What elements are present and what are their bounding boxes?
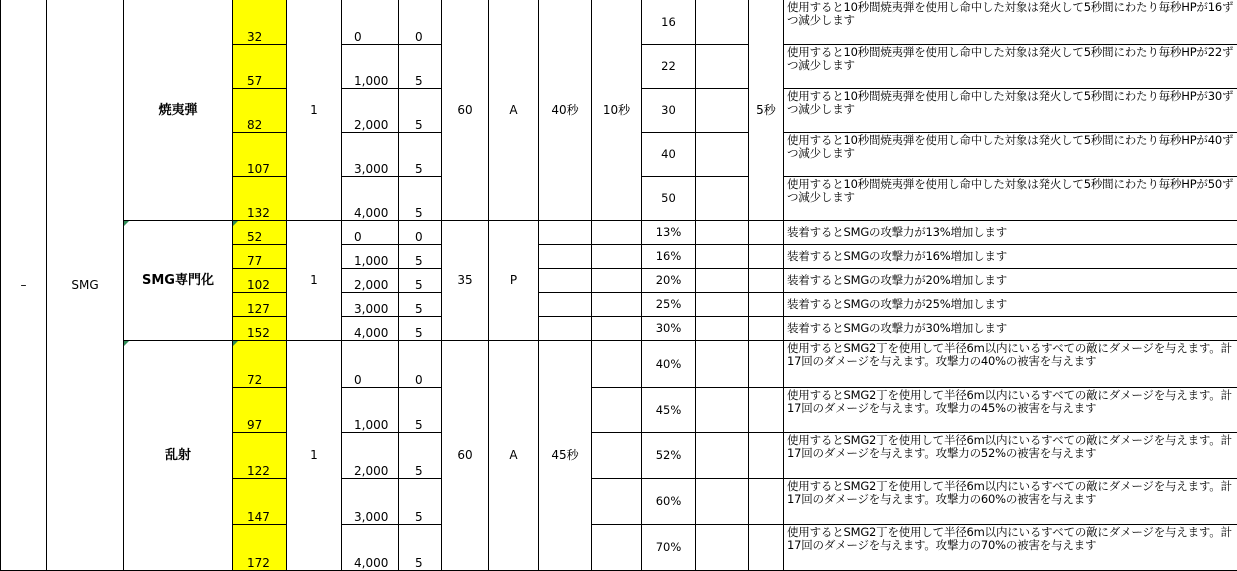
type-cell[interactable]: A [489,0,539,221]
empty-cell[interactable] [696,89,749,133]
empty-cell[interactable] [696,293,749,317]
col-a-cell[interactable]: 1 [287,221,342,341]
description-cell[interactable]: 使用すると10秒間焼夷弾を使用し命中した対象は発火して5秒間にわたり毎秒HPが22ずつ減少します [784,45,1237,89]
level-cell[interactable]: 122 [233,433,287,479]
description-cell[interactable]: 使用するとSMG2丁を使用して半径6m以内にいるすべての敵にダメージを与えます。計17回のダメージを与えます。攻撃力の70%の被害を与えます [784,525,1237,571]
level-cell[interactable]: 152 [233,317,287,341]
empty-cell[interactable] [592,433,642,479]
description-cell[interactable]: 装着するとSMGの攻撃力が30%増加します [784,317,1237,341]
empty-cell[interactable] [749,388,784,433]
empty-cell[interactable] [696,177,749,221]
gold-cell[interactable]: 4,000 [342,177,399,221]
value-cell[interactable]: 40% [642,341,696,388]
value-cell[interactable]: 52% [642,433,696,479]
empty-cell[interactable] [749,433,784,479]
col-a-cell[interactable]: 1 [287,0,342,221]
empty-cell[interactable] [696,317,749,341]
gold-cell[interactable]: 1,000 [342,245,399,269]
value-cell[interactable]: 16% [642,245,696,269]
col-a-cell[interactable]: 1 [287,341,342,571]
empty-cell[interactable] [592,388,642,433]
cooldown-cell[interactable]: 45秒 [539,341,592,571]
sp-cell[interactable]: 5 [399,525,442,571]
empty-cell[interactable] [592,479,642,525]
gold-cell[interactable]: 2,000 [342,89,399,133]
description-cell[interactable]: 使用するとSMG2丁を使用して半径6m以内にいるすべての敵にダメージを与えます。計17回のダメージを与えます。攻撃力の45%の被害を与えます [784,388,1237,433]
empty-cell[interactable] [592,245,642,269]
type-cell[interactable]: P [489,221,539,341]
empty-cell[interactable] [539,293,592,317]
description-cell[interactable]: 使用するとSMG2丁を使用して半径6m以内にいるすべての敵にダメージを与えます。計17回のダメージを与えます。攻撃力の52%の被害を与えます [784,433,1237,479]
sp-cell[interactable]: 5 [399,479,442,525]
description-cell[interactable]: 装着するとSMGの攻撃力が16%増加します [784,245,1237,269]
level-cell[interactable]: 97 [233,388,287,433]
table-row [1,341,1237,388]
value-cell[interactable]: 30 [642,89,696,133]
gold-cell[interactable]: 0 [342,341,399,388]
level-cell[interactable]: 147 [233,479,287,525]
sp-cell[interactable]: 5 [399,45,442,89]
value-cell[interactable]: 22 [642,45,696,89]
empty-cell[interactable] [696,133,749,177]
skill-name-cell[interactable]: 焼夷弾 [124,0,233,221]
value-cell[interactable]: 50 [642,177,696,221]
gold-cell[interactable]: 3,000 [342,293,399,317]
gold-cell[interactable]: 1,000 [342,45,399,89]
skill-name-cell[interactable]: 乱射 [124,341,233,571]
empty-cell[interactable] [592,317,642,341]
value-cell[interactable]: 16 [642,0,696,45]
weapon-cell[interactable]: SMG [47,0,124,571]
empty-cell[interactable] [592,269,642,293]
description-cell[interactable]: 装着するとSMGの攻撃力が13%増加します [784,221,1237,245]
level-cell[interactable]: 102 [233,269,287,293]
table-row [1,221,1237,245]
type-cell[interactable]: A [489,341,539,571]
empty-cell[interactable] [696,269,749,293]
description-cell[interactable]: 使用すると10秒間焼夷弾を使用し命中した対象は発火して5秒間にわたり毎秒HPが50ずつ減少します [784,177,1237,221]
description-cell[interactable]: 使用するとSMG2丁を使用して半径6m以内にいるすべての敵にダメージを与えます。計17回のダメージを与えます。攻撃力の40%の被害を与えます [784,341,1237,388]
empty-cell[interactable] [592,341,642,388]
empty-cell[interactable] [696,45,749,89]
gold-cell[interactable]: 0 [342,0,399,45]
empty-cell[interactable] [749,221,784,245]
level-cell[interactable]: 32 [233,0,287,45]
empty-cell[interactable] [696,479,749,525]
value-cell[interactable]: 25% [642,293,696,317]
description-cell[interactable]: 使用すると10秒間焼夷弾を使用し命中した対象は発火して5秒間にわたり毎秒HPが40ずつ減少します [784,133,1237,177]
empty-cell[interactable] [749,341,784,388]
value-cell[interactable]: 45% [642,388,696,433]
skill-name-cell[interactable]: SMG専門化 [124,221,233,341]
duration-cell[interactable]: 10秒 [592,0,642,221]
gold-cell[interactable]: 0 [342,221,399,245]
value-cell[interactable]: 30% [642,317,696,341]
value-cell[interactable]: 20% [642,269,696,293]
sp-cell[interactable]: 0 [399,0,442,45]
level-cell[interactable]: 77 [233,245,287,269]
gold-cell[interactable]: 4,000 [342,525,399,571]
col-b-cell[interactable]: 60 [442,0,489,221]
gold-cell[interactable]: 4,000 [342,317,399,341]
sp-cell[interactable]: 5 [399,89,442,133]
sp-cell[interactable]: 5 [399,317,442,341]
empty-cell[interactable] [696,433,749,479]
empty-cell[interactable] [696,221,749,245]
col-b-cell[interactable]: 60 [442,341,489,571]
empty-cell[interactable] [696,0,749,45]
extra-cell[interactable]: 5秒 [749,0,784,221]
cooldown-cell[interactable]: 40秒 [539,0,592,221]
empty-cell[interactable] [696,388,749,433]
level-cell[interactable]: 132 [233,177,287,221]
description-cell[interactable]: 使用すると10秒間焼夷弾を使用し命中した対象は発火して5秒間にわたり毎秒HPが30ずつ減少します [784,89,1237,133]
gold-cell[interactable]: 2,000 [342,433,399,479]
sp-cell[interactable]: 5 [399,388,442,433]
level-cell[interactable]: 52 [233,221,287,245]
description-cell[interactable]: 装着するとSMGの攻撃力が20%増加します [784,269,1237,293]
empty-cell[interactable] [749,269,784,293]
gold-cell[interactable]: 1,000 [342,388,399,433]
empty-cell[interactable] [749,525,784,571]
level-cell[interactable]: 127 [233,293,287,317]
empty-cell[interactable] [592,293,642,317]
value-cell[interactable]: 70% [642,525,696,571]
empty-cell[interactable] [696,525,749,571]
level-cell[interactable]: 57 [233,45,287,89]
empty-cell[interactable] [592,221,642,245]
description-cell[interactable]: 装着するとSMGの攻撃力が25%増加します [784,293,1237,317]
empty-cell[interactable] [539,245,592,269]
gold-cell[interactable]: 3,000 [342,479,399,525]
empty-cell[interactable] [749,245,784,269]
gold-cell[interactable]: 2,000 [342,269,399,293]
sp-cell[interactable]: 5 [399,269,442,293]
empty-cell[interactable] [696,341,749,388]
level-cell[interactable]: 172 [233,525,287,571]
value-cell[interactable]: 13% [642,221,696,245]
category-cell[interactable]: – [1,0,47,571]
sp-cell[interactable]: 5 [399,245,442,269]
value-cell[interactable]: 60% [642,479,696,525]
value-cell[interactable]: 40 [642,133,696,177]
sp-cell[interactable]: 0 [399,341,442,388]
level-cell[interactable]: 82 [233,89,287,133]
empty-cell[interactable] [749,479,784,525]
empty-cell[interactable] [539,317,592,341]
sp-cell[interactable]: 5 [399,433,442,479]
sp-cell[interactable]: 5 [399,177,442,221]
gold-cell[interactable]: 3,000 [342,133,399,177]
empty-cell[interactable] [539,269,592,293]
col-b-cell[interactable]: 35 [442,221,489,341]
description-cell[interactable]: 使用するとSMG2丁を使用して半径6m以内にいるすべての敵にダメージを与えます。計17回のダメージを与えます。攻撃力の60%の被害を与えます [784,479,1237,525]
table-row [1,0,1237,45]
empty-cell[interactable] [592,525,642,571]
empty-cell[interactable] [749,317,784,341]
empty-cell[interactable] [749,293,784,317]
description-cell[interactable]: 使用すると10秒間焼夷弾を使用し命中した対象は発火して5秒間にわたり毎秒HPが16ずつ減少します [784,0,1237,45]
level-cell[interactable]: 107 [233,133,287,177]
empty-cell[interactable] [539,221,592,245]
sp-cell[interactable]: 5 [399,133,442,177]
sp-cell[interactable]: 0 [399,221,442,245]
level-cell[interactable]: 72 [233,341,287,388]
sp-cell[interactable]: 5 [399,293,442,317]
empty-cell[interactable] [696,245,749,269]
